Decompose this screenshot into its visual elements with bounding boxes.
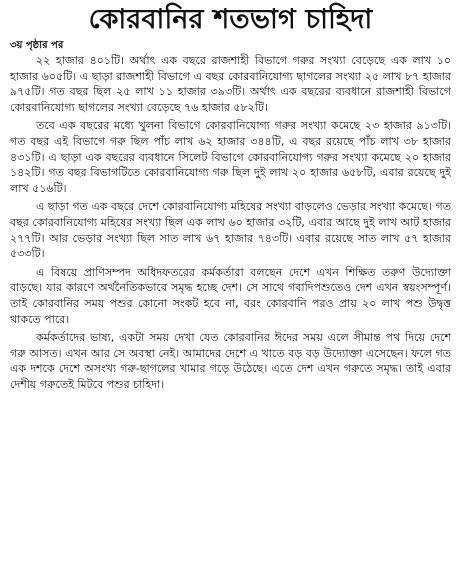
article-paragraph: কর্মকর্তাদের ভাষ্য, একটা সময় দেখা যেত কোরবানির ঈদের সময় এলে সীমান্ত পথ দিয়ে দেশে গরু আসত। এখন আর সে অবস্থা নেই। আমাদের দেশে এ খাতে বড় বড় উদ্যোক্তা এসেছেন। ফলে গত এক দশকে দেশে অসংখ্য গরু-ছাগলের খামার গড়ে উঠেছে। এতে দেশ এখন গরুতে সমৃদ্ধ। তাই এবার দেশীয় গরুতেই মিটবে পশুর চাহিদা। <box>10 331 451 391</box>
article-paragraph: এ ছাড়া গত এক বছরে দেশে কোরবানিযোগ্য মহিষের সংখ্যা বাড়লেও ভেড়ার সংখ্যা কমেছে। গত বছর কোরবানিযোগ্য মহিষের সংখ্যা ছিল এক লাখ ৬০ হাজার ৩২টি, এবার আছে দুই লাখ আট হাজার ২৭৭টি। আর ভেড়ার সংখ্যা ছিল সাত লাখ ৬৭ হাজার ৭৪৩টি। এবার রয়েছে সাত লাখ ৫৭ হাজার ৫৩৩টি। <box>10 200 451 261</box>
article-paragraph: ২২ হাজার ৪০১টি। অর্থাৎ এক বছরে রাজশাহী বিভাগে গরুর সংখ্যা বেড়েছে এক লাখ ১০ হাজার ৬০৫টি। এ ছাড়া রাজশাহী বিভাগে এ বছর কোরবানিযোগ্য ছাগলের সংখ্যা ২৫ লাখ ৮৭ হাজার ৯৭৫টি। গত বছর ছিল ২৫ লাখ ১১ হাজার ৩৯৩টি। অর্থাৎ এক বছরের ব্যবধানে রাজশাহী বিভাগে কোরবানিযোগ্য ছাগলের সংখ্যা বেড়েছে ৭৬ হাজার ৫৮২টি। <box>10 54 451 114</box>
article-body <box>10 53 451 392</box>
continuation-note: ৩য় পৃষ্ঠার পর <box>10 40 64 51</box>
article-paragraph: তবে এক বছরের মধ্যে খুলনা বিভাগে কোরবানিযোগ্য গরুর সংখ্যা কমেছে ২৩ হাজার ৯১৩টি। গত বছর এই বিভাগে গরু ছিল পাঁচ লাখ ৬২ হাজার ৩৪৪টি, এ বছর রয়েছে পাঁচ লাখ ৩৮ হাজার ৪৩১টি। এ ছাড়া এক বছরের ব্যবধানে সিলেট বিভাগে কোরবানিযোগ্য গরুর সংখ্যা কমেছে ২০ হাজার ১৪২টি। গত বছর বিভাগটিতে কোরবানিযোগ্য গরু ছিল দুই লাখ ২০ হাজার ৬৫৮টি, এবার রয়েছে দুই লাখ ৫১৬টি। <box>10 119 451 195</box>
headline: কোরবানির শতভাগ চাহিদা <box>88 4 373 35</box>
article-paragraph: এ বিষয়ে প্রাণিসম্পদ অধিদফতরের কর্মকর্তারা বলছেন দেশে এখন শিক্ষিত তরুণ উদ্যোক্তা বাড়ছে। যার কারণে অর্থনৈতিকভাবে সমৃদ্ধ হচ্ছে দেশ। সে সাথে গবাদিপশুতেও দেশ এখন স্বয়ংসম্পূর্ণ। তাই কোরবানির সময় পশুর কোনো সংকট হবে না, বরং কোরবানি পরও প্রায় ২০ লাখ পশু উদ্বৃত্ত থাকতে পারে। <box>10 265 451 326</box>
